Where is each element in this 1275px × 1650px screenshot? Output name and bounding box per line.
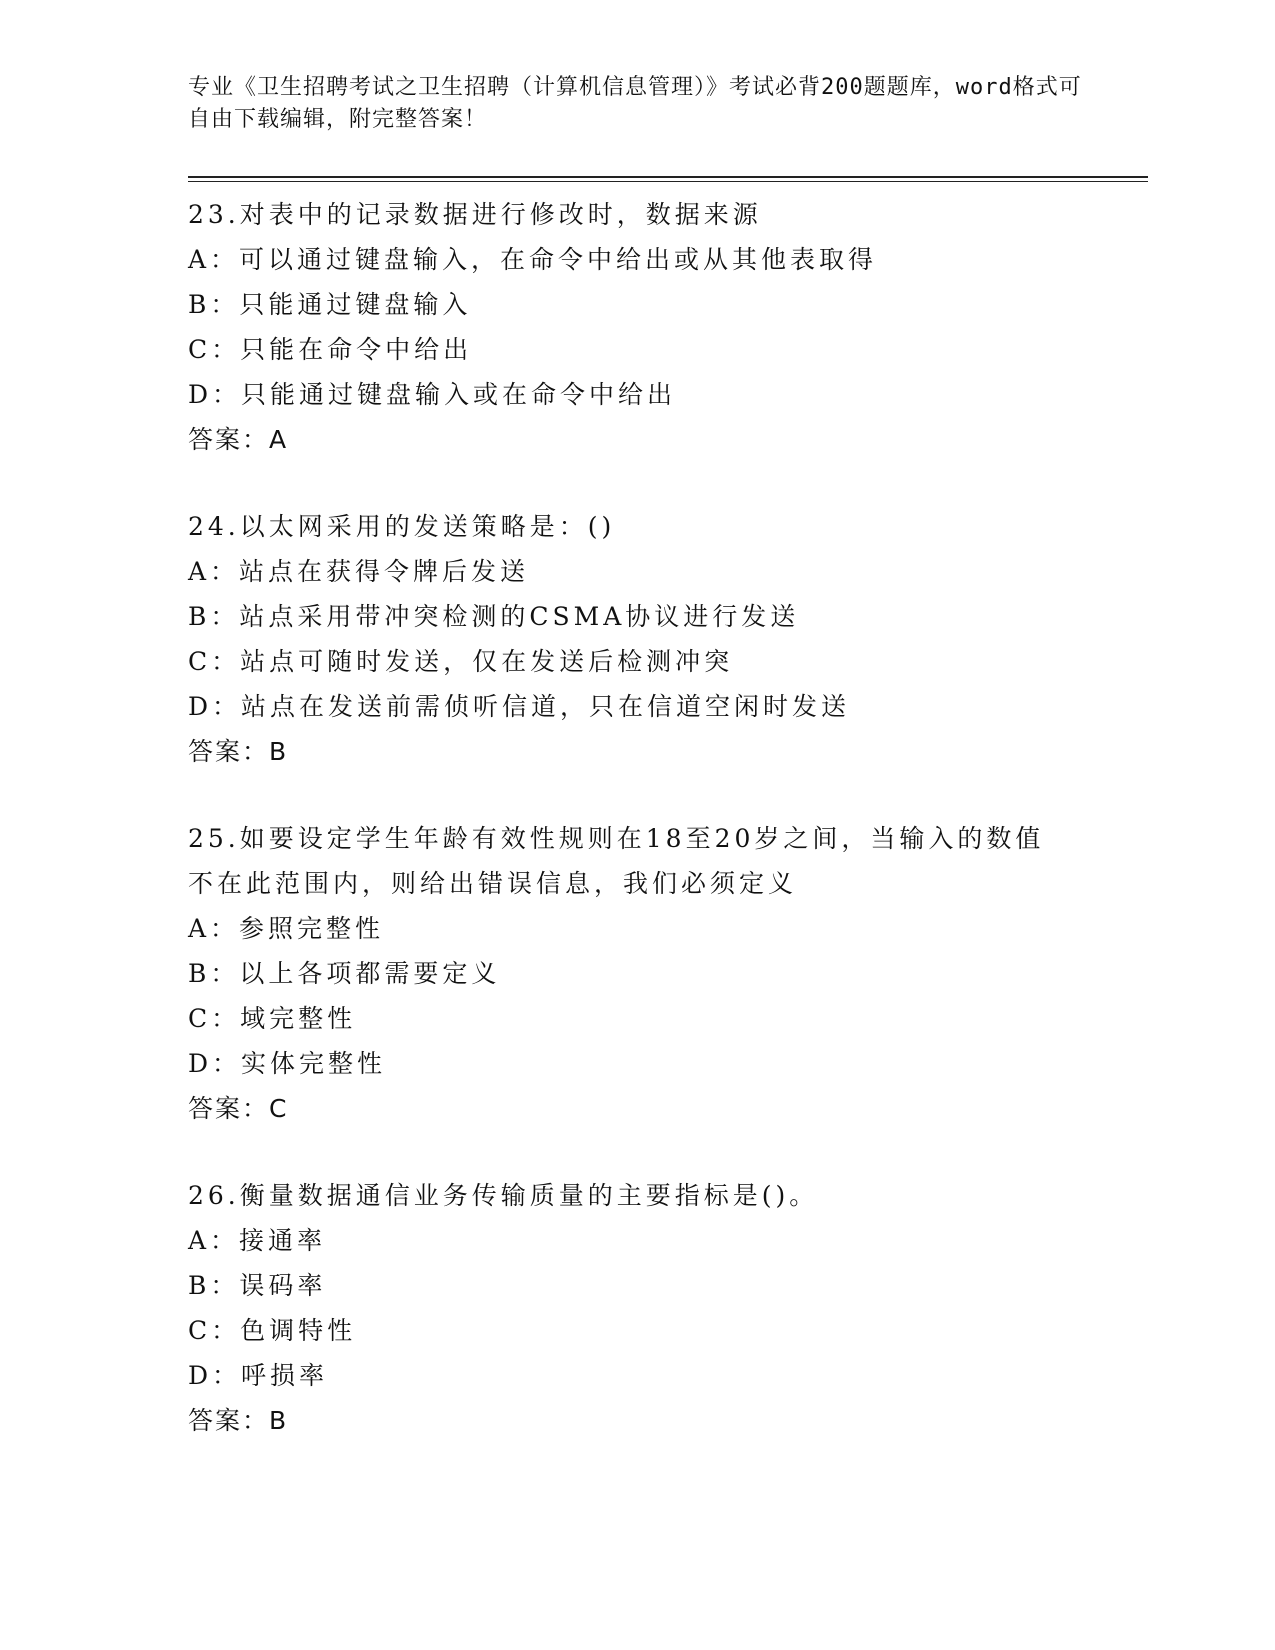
option-c: C：站点可随时发送，仅在发送后检测冲突 bbox=[188, 647, 734, 676]
option-d: D：只能通过键盘输入或在命令中给出 bbox=[188, 380, 677, 409]
header-divider bbox=[188, 176, 1148, 182]
option-b: B：只能通过键盘输入 bbox=[188, 290, 472, 319]
option-c: C：色调特性 bbox=[188, 1316, 357, 1345]
question-stem: 26.衡量数据通信业务传输质量的主要指标是()。 bbox=[188, 1181, 819, 1210]
answer-line: 答案：B bbox=[188, 1406, 289, 1435]
option-c: C：域完整性 bbox=[188, 1004, 357, 1033]
option-b: B：误码率 bbox=[188, 1271, 327, 1300]
option-d: D：呼损率 bbox=[188, 1361, 329, 1390]
option-a: A：可以通过键盘输入，在命令中给出或从其他表取得 bbox=[188, 245, 878, 274]
question-stem: 25.如要设定学生年龄有效性规则在18至20岁之间，当输入的数值不在此范围内，则给出错误信息，我们必须定义 bbox=[188, 824, 1045, 898]
question-stem: 24.以太网采用的发送策略是：() bbox=[188, 512, 616, 541]
option-a: A：站点在获得令牌后发送 bbox=[188, 557, 530, 586]
option-a: A：参照完整性 bbox=[188, 914, 385, 943]
option-d: D：实体完整性 bbox=[188, 1049, 387, 1078]
option-c: C：只能在命令中给出 bbox=[188, 335, 473, 364]
question-24 bbox=[188, 504, 1148, 774]
answer-line: 答案：C bbox=[188, 1094, 289, 1123]
document-header: 专业《卫生招聘考试之卫生招聘（计算机信息管理）》考试必背200题题库，word格式可自由下载编辑，附完整答案！ bbox=[188, 75, 1082, 132]
answer-line: 答案：A bbox=[188, 425, 289, 454]
answer-line: 答案：B bbox=[188, 737, 289, 766]
question-25 bbox=[188, 816, 1148, 1131]
question-stem: 23.对表中的记录数据进行修改时，数据来源 bbox=[188, 200, 762, 229]
document-page bbox=[188, 72, 1148, 1443]
option-d: D：站点在发送前需侦听信道，只在信道空闲时发送 bbox=[188, 692, 851, 721]
option-b: B：站点采用带冲突检测的CSMA协议进行发送 bbox=[188, 602, 800, 631]
question-23 bbox=[188, 192, 1148, 462]
option-a: A：接通率 bbox=[188, 1226, 327, 1255]
question-26 bbox=[188, 1173, 1148, 1443]
option-b: B：以上各项都需要定义 bbox=[188, 959, 501, 988]
